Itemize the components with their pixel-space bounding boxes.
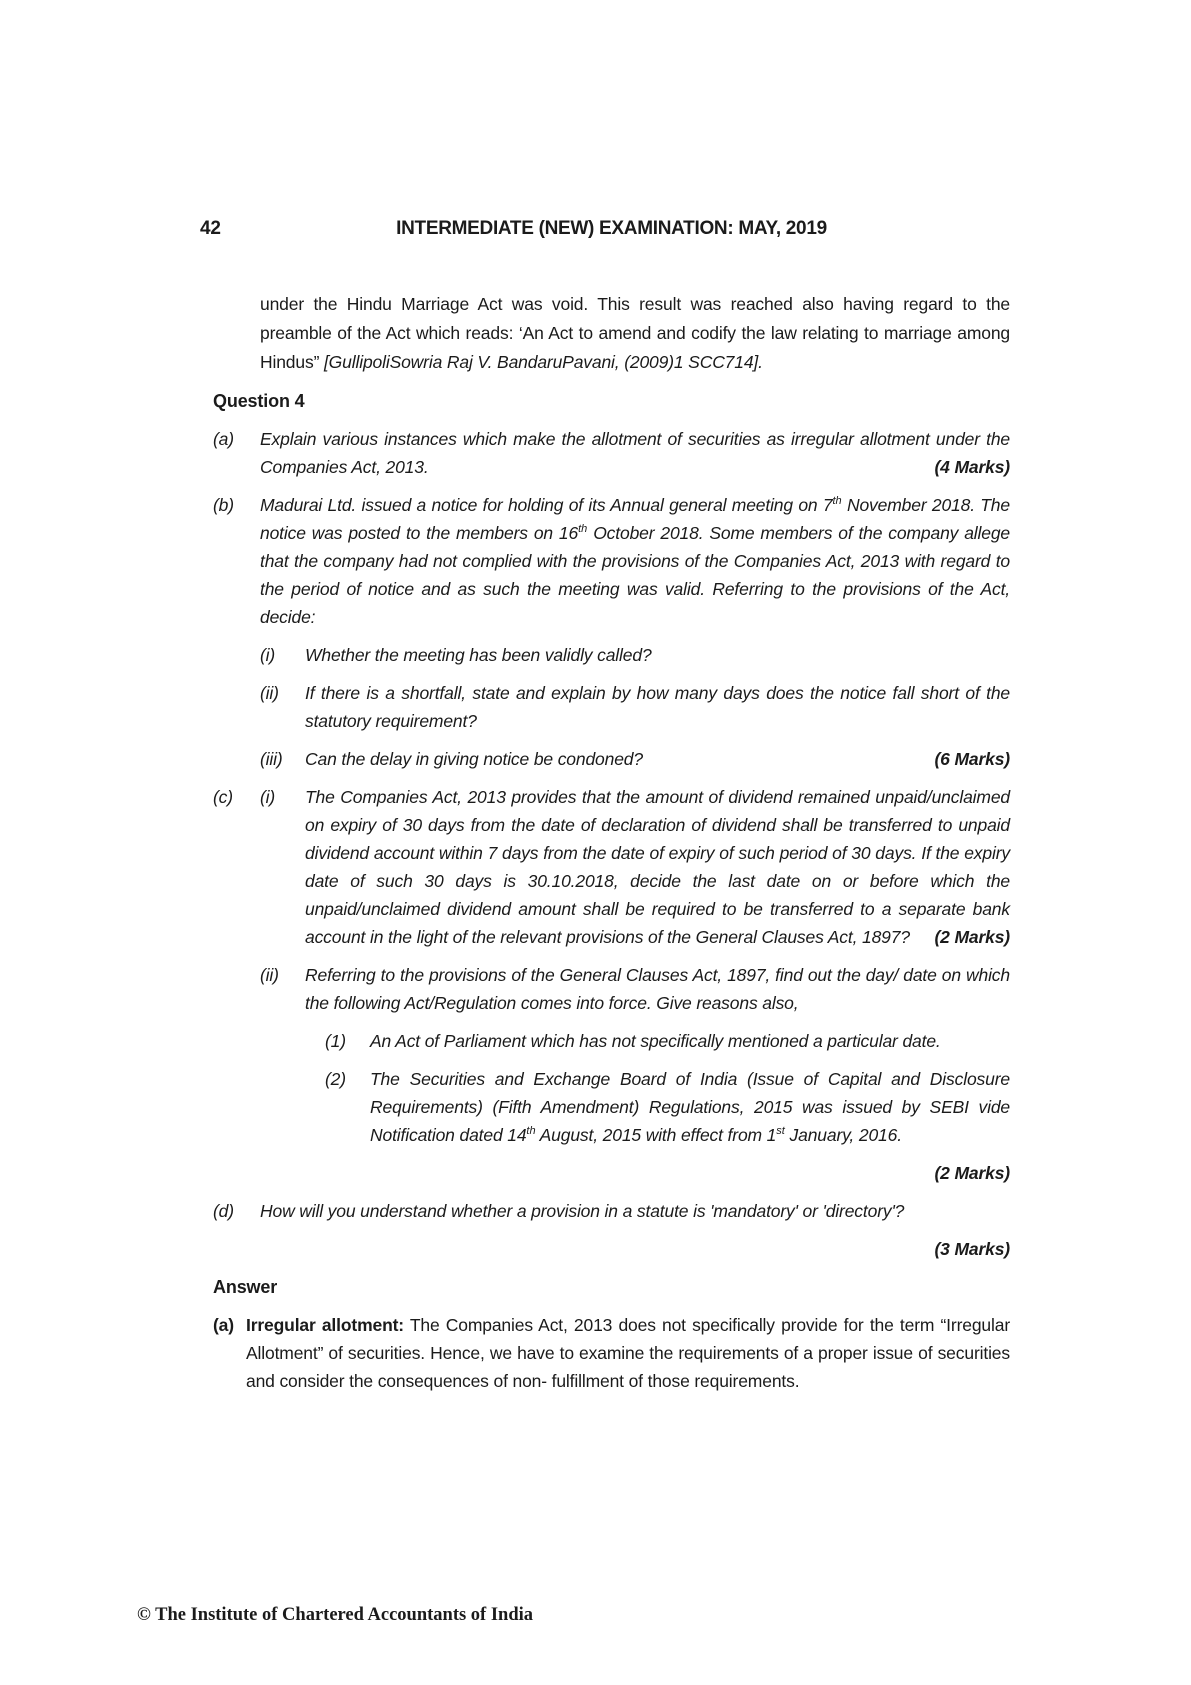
answer-label-a: (a)	[213, 1315, 234, 1335]
sub-label-c-ii: (ii)	[260, 965, 279, 985]
item-b-seg2: October 2018. Some members of the company allege that the company had not complied with the provisions of the Companies Act, 2013 with regard to the period of notice and as such the meeting was valid. Referring to the provisions of the Act, decide:	[260, 523, 1010, 627]
sub-text-c-ii	[305, 961, 1010, 1149]
sub-item-b-ii	[260, 679, 1010, 735]
superscript-th: th	[832, 495, 842, 508]
item-b-seg1: November 2018. The notice was posted to the members on 16	[260, 495, 1010, 543]
sub-text-ii: If there is a shortfall, state and explain by how many days does the notice fall short of the statutory requirement?	[305, 683, 1010, 731]
sub-sub-label-2: (2)	[325, 1069, 346, 1089]
sub-sub-item-1	[325, 1027, 1010, 1055]
sub-iii-text: Can the delay in giving notice be condoned?	[305, 749, 643, 769]
answer-text-a	[246, 1311, 1010, 1395]
question-heading: Question 4	[213, 391, 305, 411]
marks-badge-d: (3 Marks)	[934, 1239, 1010, 1259]
marks-badge-b: (6 Marks)	[925, 745, 1011, 773]
superscript-th: th	[526, 1125, 536, 1138]
header-title: INTERMEDIATE (NEW) EXAMINATION: MAY, 2019	[396, 218, 827, 239]
answer-body-text: The Companies Act, 2013 does not specifically provide for the term “Irregular Allotment” of securities. Hence, we have to examine the requirements of a proper issue of securities and consider the consequences of non- fulfillment of those requirements.	[246, 1315, 1010, 1391]
item-label-d: (d)	[213, 1201, 234, 1221]
item-b-seg0: Madurai Ltd. issued a notice for holding of its Annual general meeting on 7	[260, 495, 833, 515]
intro-paragraph	[260, 290, 1010, 377]
superscript-th: th	[578, 523, 588, 536]
item-a-text: Explain various instances which make the allotment of securities as irregular allotment under the Companies Act, 2013.	[260, 429, 1010, 477]
answer-lead: Irregular allotment:	[246, 1315, 404, 1335]
footer-copyright: © The Institute of Chartered Accountants of India	[137, 1605, 534, 1625]
sub-item-c-ii	[260, 961, 1010, 1149]
intro-text: under the Hindu Marriage Act was void. This result was reached also having regard to the preamble of the Act which reads: ‘An Act to amend and codify the law relating to marriage among Hindus”	[260, 294, 1010, 372]
question-item-c	[213, 783, 1010, 1149]
marks-badge-c-i: (2 Marks)	[925, 923, 1011, 951]
sub-label-i: (i)	[260, 645, 276, 665]
sub-label-c-i: (i)	[260, 787, 276, 807]
question-item-b	[213, 491, 1010, 773]
sub-text-c-i	[305, 783, 1010, 951]
item-text-d: How will you understand whether a provision in a statute is 'mandatory' or 'directory'?	[260, 1201, 905, 1221]
sub-sub-text-1: An Act of Parliament which has not specifically mentioned a particular date.	[370, 1031, 941, 1051]
superscript-st: st	[776, 1125, 785, 1138]
sub-sub-label-1: (1)	[325, 1031, 346, 1051]
item2-seg1: August, 2015 with effect from 1	[535, 1125, 777, 1145]
marks-badge-a: (4 Marks)	[925, 453, 1011, 481]
sub-label-iii: (iii)	[260, 749, 283, 769]
question-item-a	[213, 425, 1010, 481]
c-ii-paragraph: Referring to the provisions of the General Clauses Act, 1897, find out the day/ date on which the following Act/Regulation comes into force. Give reasons also,	[305, 965, 1010, 1013]
item-b-paragraph	[260, 491, 1010, 631]
sub-sub-item-2	[325, 1065, 1010, 1149]
page-number: 42	[200, 218, 221, 239]
sub-text-iii	[305, 745, 1010, 773]
sub-label-ii: (ii)	[260, 683, 279, 703]
item-text-a	[260, 425, 1010, 481]
question-item-d	[213, 1197, 1010, 1225]
item-label-b: (b)	[213, 495, 234, 515]
marks-badge-c-ii: (2 Marks)	[934, 1163, 1010, 1183]
item-text-b	[260, 491, 1010, 773]
sub-item-b-i	[260, 641, 1010, 669]
item-label-a: (a)	[213, 429, 234, 449]
sub-item-b-iii	[260, 745, 1010, 773]
page-content	[213, 290, 1010, 1405]
c-i-text: The Companies Act, 2013 provides that the amount of dividend remained unpaid/unclaimed on expiry of 30 days from the date of declaration of dividend shall be transferred to unpaid dividend account within 7 days from the date of expiry of such period of 30 days. If the expiry date of such 30 days is 30.10.2018, decide the last date on or before which the unpaid/unclaimed dividend amount shall be required to be transferred to a separate bank account in the light of the relevant provisions of the General Clauses Act, 1897?	[305, 787, 1010, 947]
sub-item-c-i	[260, 783, 1010, 951]
case-citation: [GullipoliSowria Raj V. BandaruPavani, (2009)1 SCC714].	[323, 352, 763, 372]
item-text-c	[260, 783, 1010, 1149]
item2-seg0: The Securities and Exchange Board of India (Issue of Capital and Disclosure Requirements) (Fifth Amendment) Regulations, 2015 was issued by SEBI vide Notification dated 14	[370, 1069, 1010, 1145]
answer-item-a	[213, 1311, 1010, 1395]
item2-seg2: January, 2016.	[784, 1125, 902, 1145]
answer-heading: Answer	[213, 1277, 278, 1297]
item-label-c: (c)	[213, 787, 233, 807]
sub-text-i: Whether the meeting has been validly called?	[305, 645, 652, 665]
sub-sub-text-2	[370, 1065, 1010, 1149]
